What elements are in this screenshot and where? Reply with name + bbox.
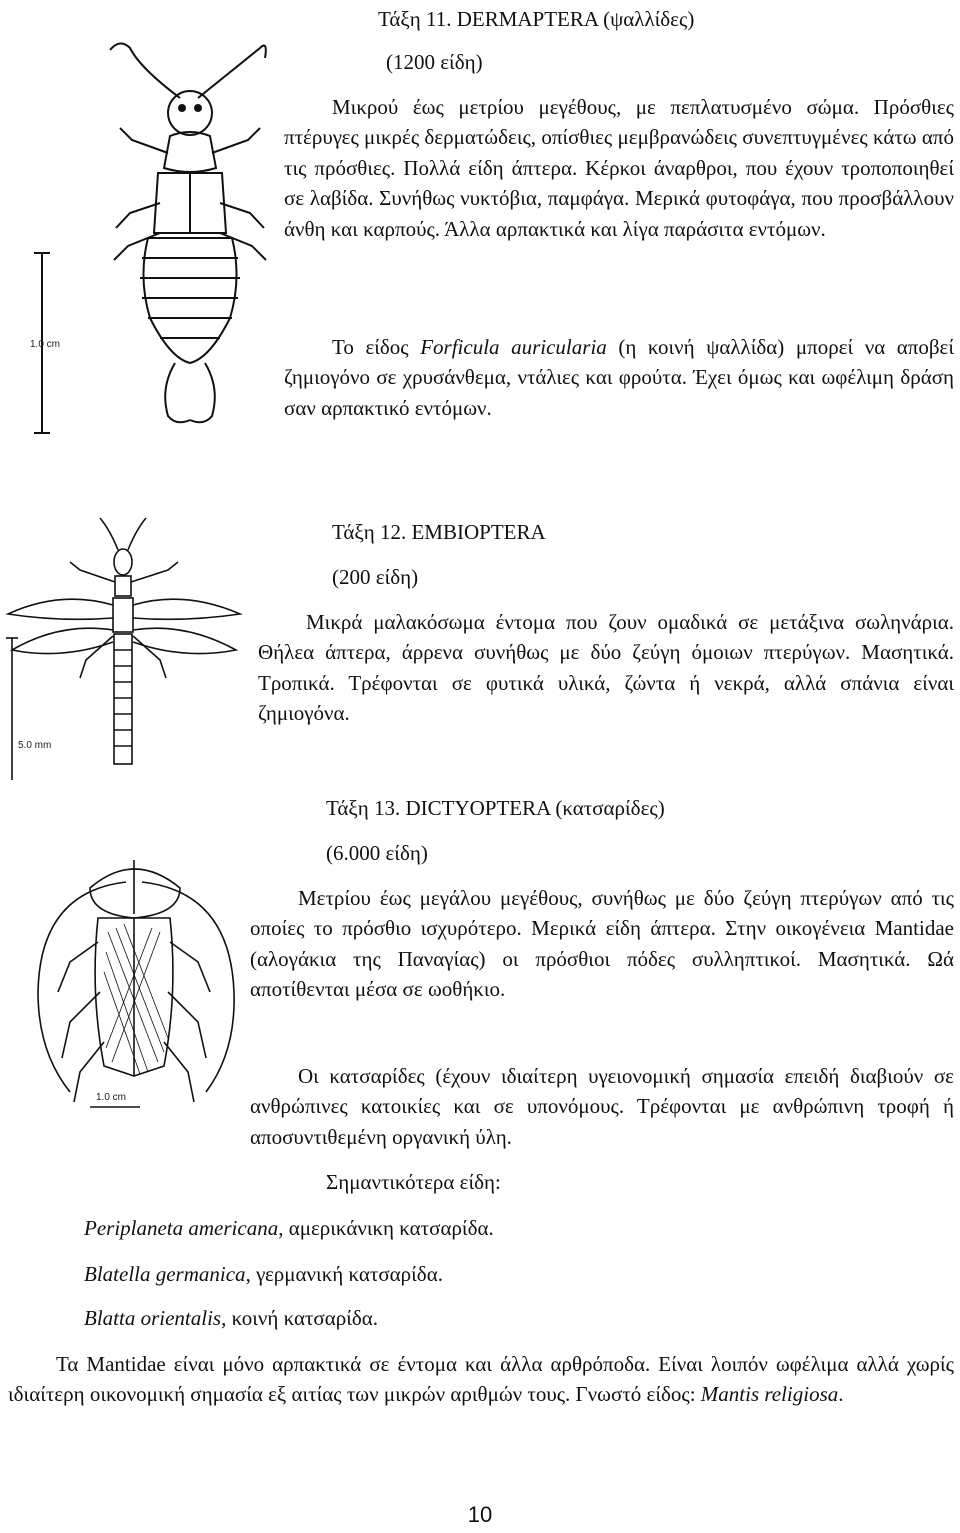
note-intro: Το είδος	[332, 335, 409, 359]
closing-end: .	[838, 1382, 844, 1407]
section-description: Μικρού έως μετρίου μεγέθους, με πεπλατυσμένο σώμα. Πρόσθιες πτέρυγες μικρές δερματώδεις, οπίσθιες μεμβρανώδεις συνεπτυγμένες κάτω από τις πρόσθιες. Πολλά είδη άπτερα. Κέρκοι άναρθροι, που έχουν τροποποιηθεί σε λαβίδα. Συνήθως νυκτόβια, παμφάγα. Μερικά φυτοφάγα, που προσβάλλουν άνθη και καρπούς. Άλλα αρπακτικά και λίγα παράσιτα εντόμων.	[284, 95, 954, 241]
section-heading: Τάξη 12. EMBIOPTERA	[332, 520, 546, 544]
scale-label: 1.0 cm	[96, 1092, 127, 1103]
section-note	[284, 332, 954, 423]
species-common: , αμερικάνικη κατσαρίδα.	[278, 1216, 494, 1240]
section-description: Μετρίου έως μεγάλου μεγέθους, συνήθως με δύο ζεύγη πτερύγων από τις οποίες το πρόσθιο ισχυρότερο. Μερικά είδη άπτερα. Στην οικογένεια Mantidae (αλογάκια της Παναγίας) οι πρόσθιοι πόδες συλληπτικοί. Μασητικά. Ωά αποτίθενται μέσα σε ωοθήκιο.	[250, 886, 954, 1002]
species-latin: Blatta orientalis	[84, 1306, 222, 1330]
section-note: Οι κατσαρίδες (έχουν ιδιαίτερη υγειονομική σημασία επειδή διαβιούν σε ανθρώπινες κατοικίες και σε υπονόμους. Τρέφονται με ανθρώπινη τροφή ή αποσυντιθεμένη οργανική ύλη.	[250, 1064, 954, 1149]
species-common: , γερμανική κατσαρίδα.	[245, 1262, 443, 1286]
section-heading: Τάξη 11. DERMAPTERA (ψαλλίδες)	[378, 7, 695, 31]
species-common: , κοινή κατσαρίδα.	[221, 1306, 379, 1330]
section-heading: Τάξη 13. DICTYOPTERA (κατσαρίδες)	[326, 796, 665, 820]
note-rest: (η κοινή ψαλλίδα) μπορεί να αποβεί ζημιογόνο σε χρυσάνθεμα, ντάλιες και φρούτα. Έχει όμως και ωφέλιμη δράση σαν αρπακτικό εντόμων.	[284, 335, 955, 420]
closing-species: Mantis religiosa	[700, 1382, 839, 1407]
species-name: Forficula auricularia	[420, 335, 607, 359]
page-number: 10	[467, 1502, 493, 1527]
species-latin: Periplaneta americana	[84, 1216, 279, 1240]
species-count: (1200 είδη)	[386, 50, 483, 74]
closing-paragraph	[8, 1349, 954, 1410]
earwig-illustration	[20, 28, 280, 438]
section-description: Μικρά μαλακόσωμα έντομα που ζουν ομαδικά σε μετάξινα σωληνάρια. Θήλεα άπτερα, άρρενα συνήθως με δύο ζεύγη όμοιων πτερύγων. Μασητικά. Τροπικά. Τρέφονται σε φυτικά υλικά, ζώντα ή νεκρά, αλλά σπάνια είναι ζημιογόνα.	[258, 610, 954, 726]
species-item	[84, 1303, 944, 1333]
closing-text: Τα Mantidae είναι μόνο αρπακτικά σε έντομα και άλλα αρθρόποδα. Είναι λοιπόν ωφέλιμα αλλά χωρίς ιδιαίτερη οικονομική σημασία εξ αιτίας των μικρών αριθμών τους. Γνωστό είδος:	[8, 1352, 954, 1407]
cockroach-illustration	[30, 852, 245, 1112]
webspinner-illustration	[0, 510, 255, 790]
species-latin: Blatella germanica	[84, 1262, 246, 1286]
species-item	[84, 1259, 944, 1289]
important-species-label: Σημαντικότερα είδη:	[326, 1170, 501, 1194]
species-item	[84, 1213, 944, 1243]
scale-label: 1.0 cm	[30, 339, 61, 350]
scale-label: 5.0 mm	[18, 740, 52, 751]
species-count: (200 είδη)	[332, 565, 419, 589]
species-count: (6.000 είδη)	[326, 841, 428, 865]
